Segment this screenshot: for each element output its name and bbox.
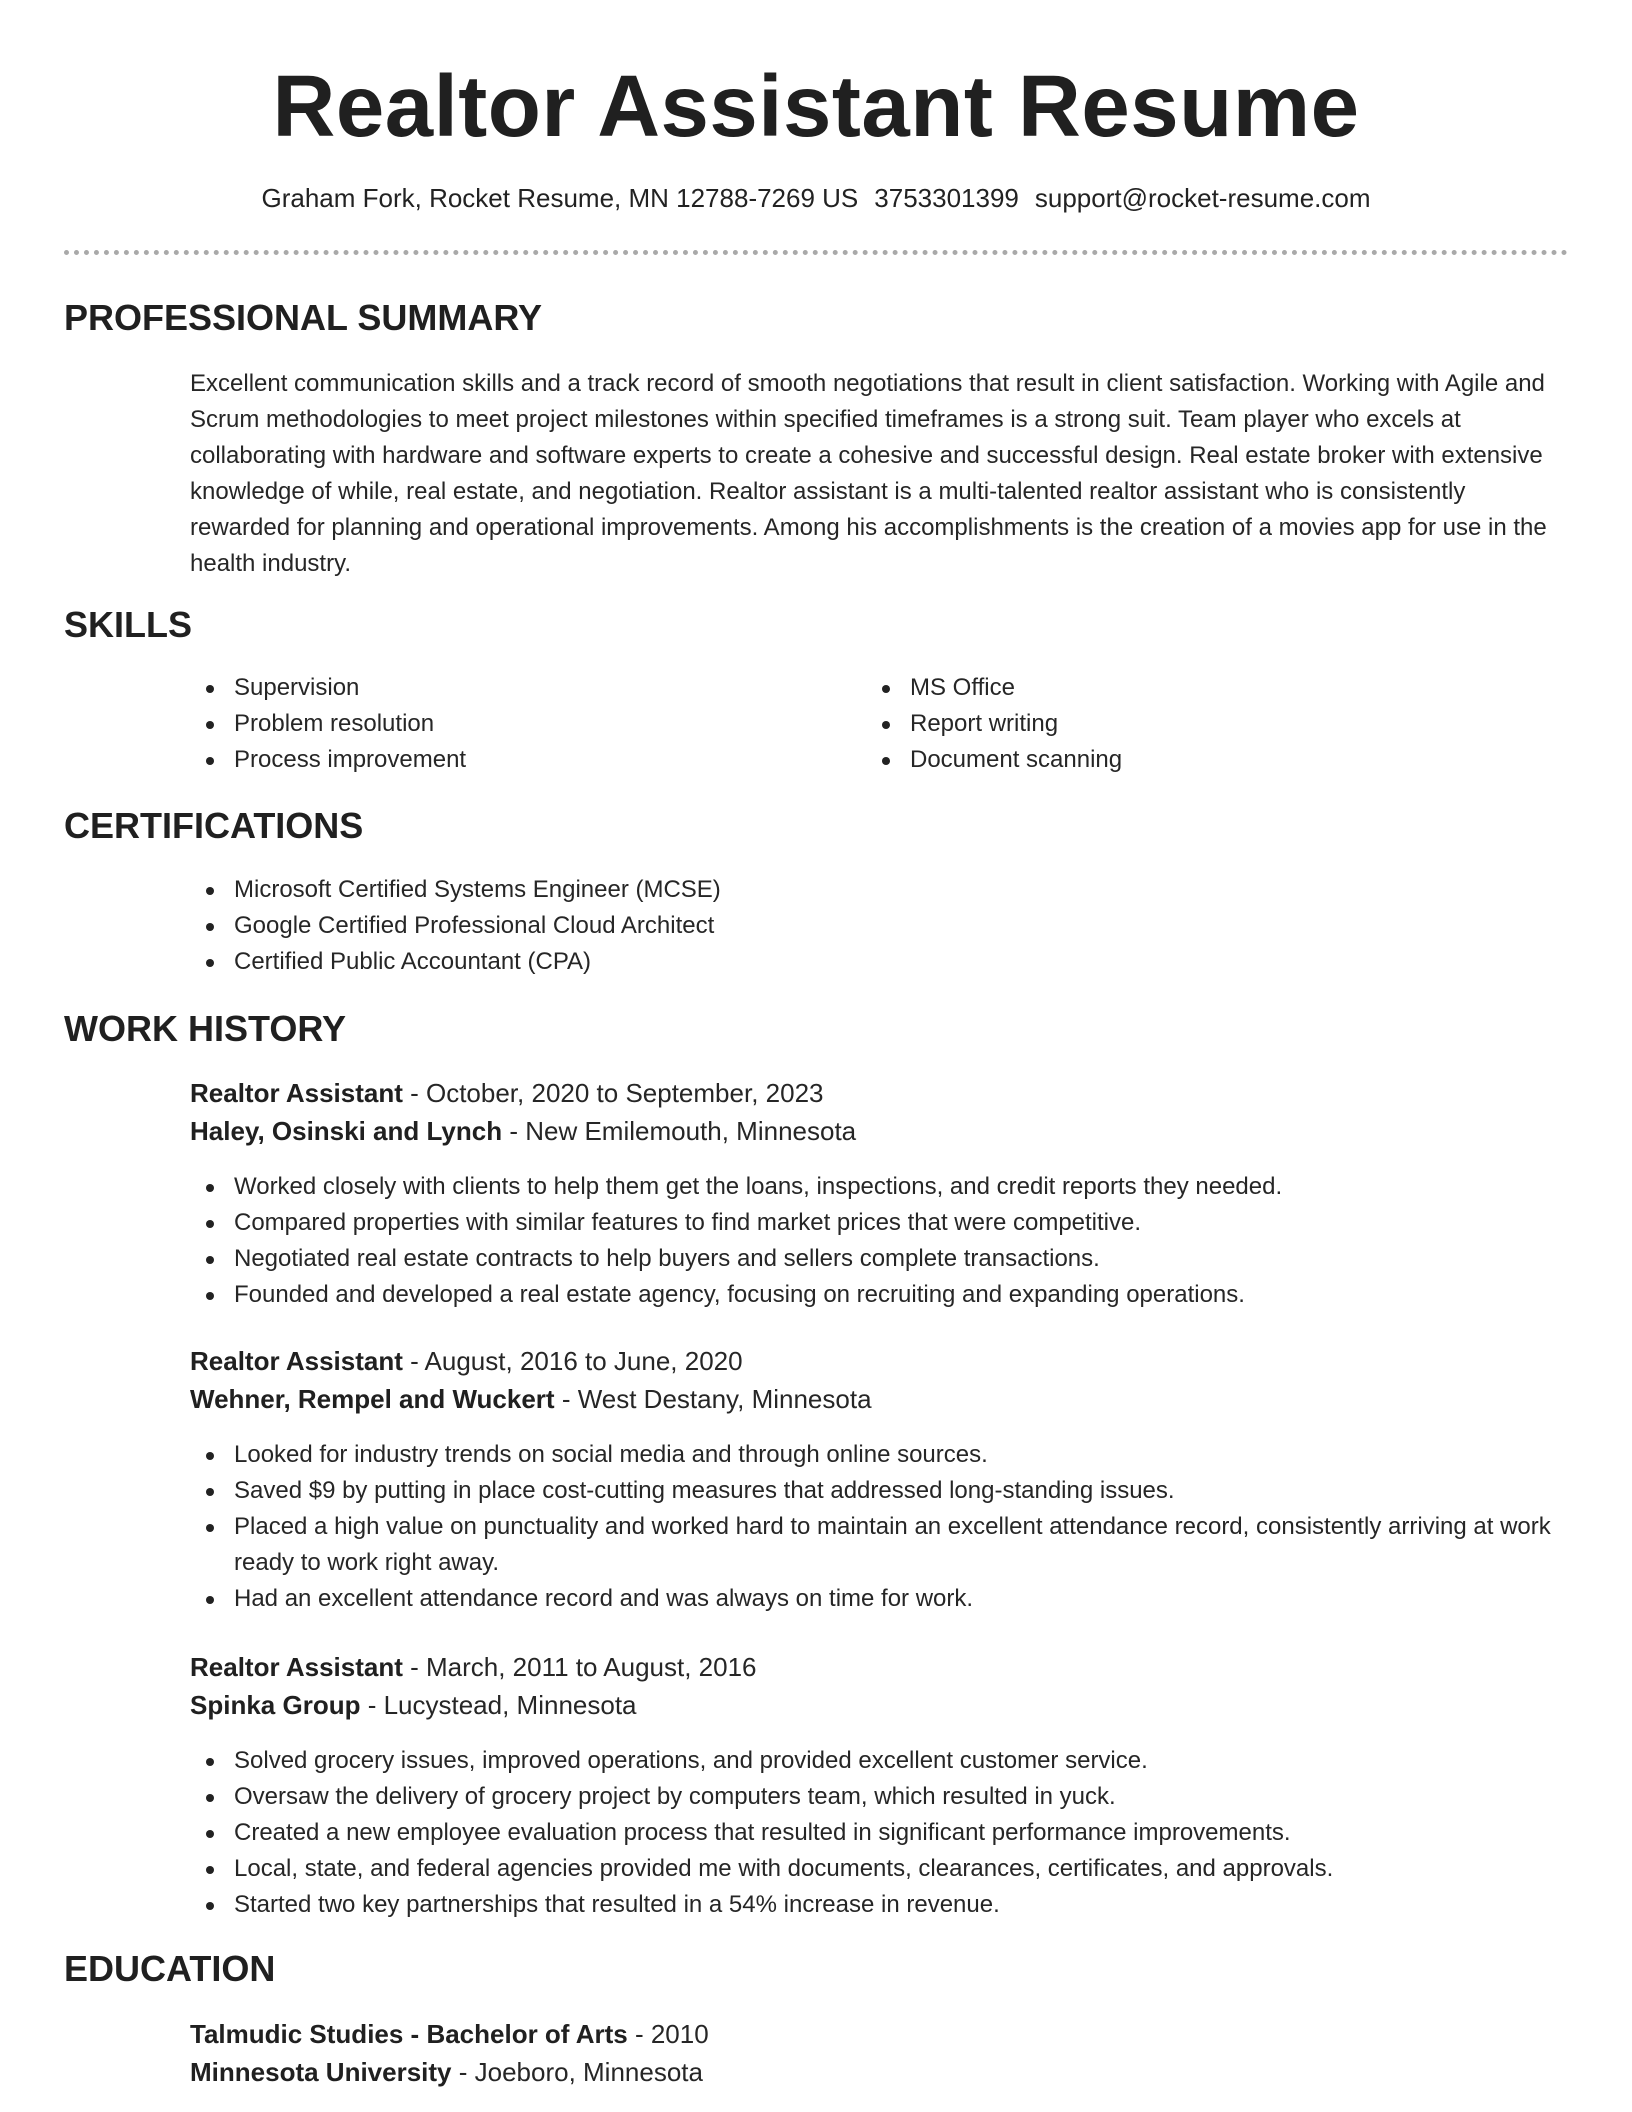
education-entry [190,2015,1570,2091]
job-bullet: Worked closely with clients to help them get the loans, inspections, and credit reports they needed. [190,1169,1570,1205]
skills-right-column [866,670,1566,778]
job-dates: - August, 2016 to June, 2020 [402,1346,743,1376]
education-year: - 2010 [627,2019,709,2049]
job-title-line [190,1074,1570,1112]
job-bullet: Saved $9 by putting in place cost-cutting measures that addressed long-standing issues. [190,1473,1570,1509]
skill-item: Supervision [190,670,850,706]
header-divider [64,250,1568,255]
education-degree: Talmudic Studies - Bachelor of Arts [190,2019,628,2049]
job-bullet: Placed a high value on punctuality and worked hard to maintain an excellent attendance record, consistently arriving at work ready to work right away. [190,1509,1570,1581]
skill-item: MS Office [866,670,1566,706]
certifications-heading: CERTIFICATIONS [64,805,364,846]
job-bullet: Local, state, and federal agencies provided me with documents, clearances, certificates, and approvals. [190,1851,1570,1887]
summary-heading: PROFESSIONAL SUMMARY [64,297,543,338]
education-heading: EDUCATION [64,1948,276,1989]
contact-phone: 3753301399 [874,183,1019,213]
job-bullet: Negotiated real estate contracts to help buyers and sellers complete transactions. [190,1241,1570,1277]
job-dates: - March, 2011 to August, 2016 [402,1652,757,1682]
skill-item: Document scanning [866,742,1566,778]
job-title: Realtor Assistant [190,1652,403,1682]
skills-heading: SKILLS [64,604,193,645]
skills-left-column [190,670,850,778]
job-bullet: Looked for industry trends on social media and through online sources. [190,1437,1570,1473]
certification-item: Google Certified Professional Cloud Architect [190,908,1570,944]
job-location: - West Destany, Minnesota [554,1384,872,1414]
job-title: Realtor Assistant [190,1078,403,1108]
contact-address: Graham Fork, Rocket Resume, MN 12788-7269 US [261,183,859,213]
job-entry [190,1648,1570,1724]
job-title-line [190,1342,1570,1380]
education-school: Minnesota University [190,2057,452,2087]
summary-text: Excellent communication skills and a track record of smooth negotiations that result in client satisfaction. Working with Agile and Scrum methodologies to meet project milestones within specified timeframes is a strong suit. Team player who excels at collaborating with hardware and software experts to create a cohesive and successful design. Real estate broker with extensive knowledge of while, real estate, and negotiation. Realtor assistant is a multi-talented realtor assistant who is consistently rewarded for planning and operational improvements. Among his accomplishments is the creation of a movies app for use in the health industry. [190,370,1547,577]
job-bullets [190,1169,1570,1313]
job-company-line [190,1380,1570,1418]
job-bullet: Had an excellent attendance record and was always on time for work. [190,1581,1570,1617]
certification-item: Microsoft Certified Systems Engineer (MCSE) [190,872,1570,908]
job-entry [190,1074,1570,1150]
job-company-line [190,1686,1570,1724]
job-bullet: Founded and developed a real estate agency, focusing on recruiting and expanding operations. [190,1277,1570,1313]
job-bullet: Created a new employee evaluation process that resulted in significant performance improvements. [190,1815,1570,1851]
job-title: Realtor Assistant [190,1346,403,1376]
job-company-line [190,1112,1570,1150]
education-school-line [190,2053,1570,2091]
job-bullet: Solved grocery issues, improved operations, and provided excellent customer service. [190,1743,1570,1779]
job-bullets [190,1743,1570,1923]
job-company: Spinka Group [190,1690,361,1720]
job-bullet: Oversaw the delivery of grocery project by computers team, which resulted in yuck. [190,1779,1570,1815]
job-location: - Lucystead, Minnesota [360,1690,637,1720]
job-company: Wehner, Rempel and Wuckert [190,1384,555,1414]
skill-item: Process improvement [190,742,850,778]
job-bullet: Started two key partnerships that resulted in a 54% increase in revenue. [190,1887,1570,1923]
job-dates: - October, 2020 to September, 2023 [402,1078,824,1108]
work-history-heading: WORK HISTORY [64,1008,347,1049]
certification-item: Certified Public Accountant (CPA) [190,944,1570,980]
skill-item: Problem resolution [190,706,850,742]
job-bullets [190,1437,1570,1617]
education-location: - Joeboro, Minnesota [451,2057,703,2087]
job-company: Haley, Osinski and Lynch [190,1116,503,1146]
job-title-line [190,1648,1570,1686]
skill-item: Report writing [866,706,1566,742]
contact-email: support@rocket-resume.com [1034,183,1371,213]
page-title: Realtor Assistant Resume [272,58,1360,155]
job-entry [190,1342,1570,1418]
job-location: - New Emilemouth, Minnesota [502,1116,857,1146]
education-degree-line [190,2015,1570,2053]
certifications-list [190,872,1570,980]
contact-line [0,180,1632,216]
job-bullet: Compared properties with similar features to find market prices that were competitive. [190,1205,1570,1241]
